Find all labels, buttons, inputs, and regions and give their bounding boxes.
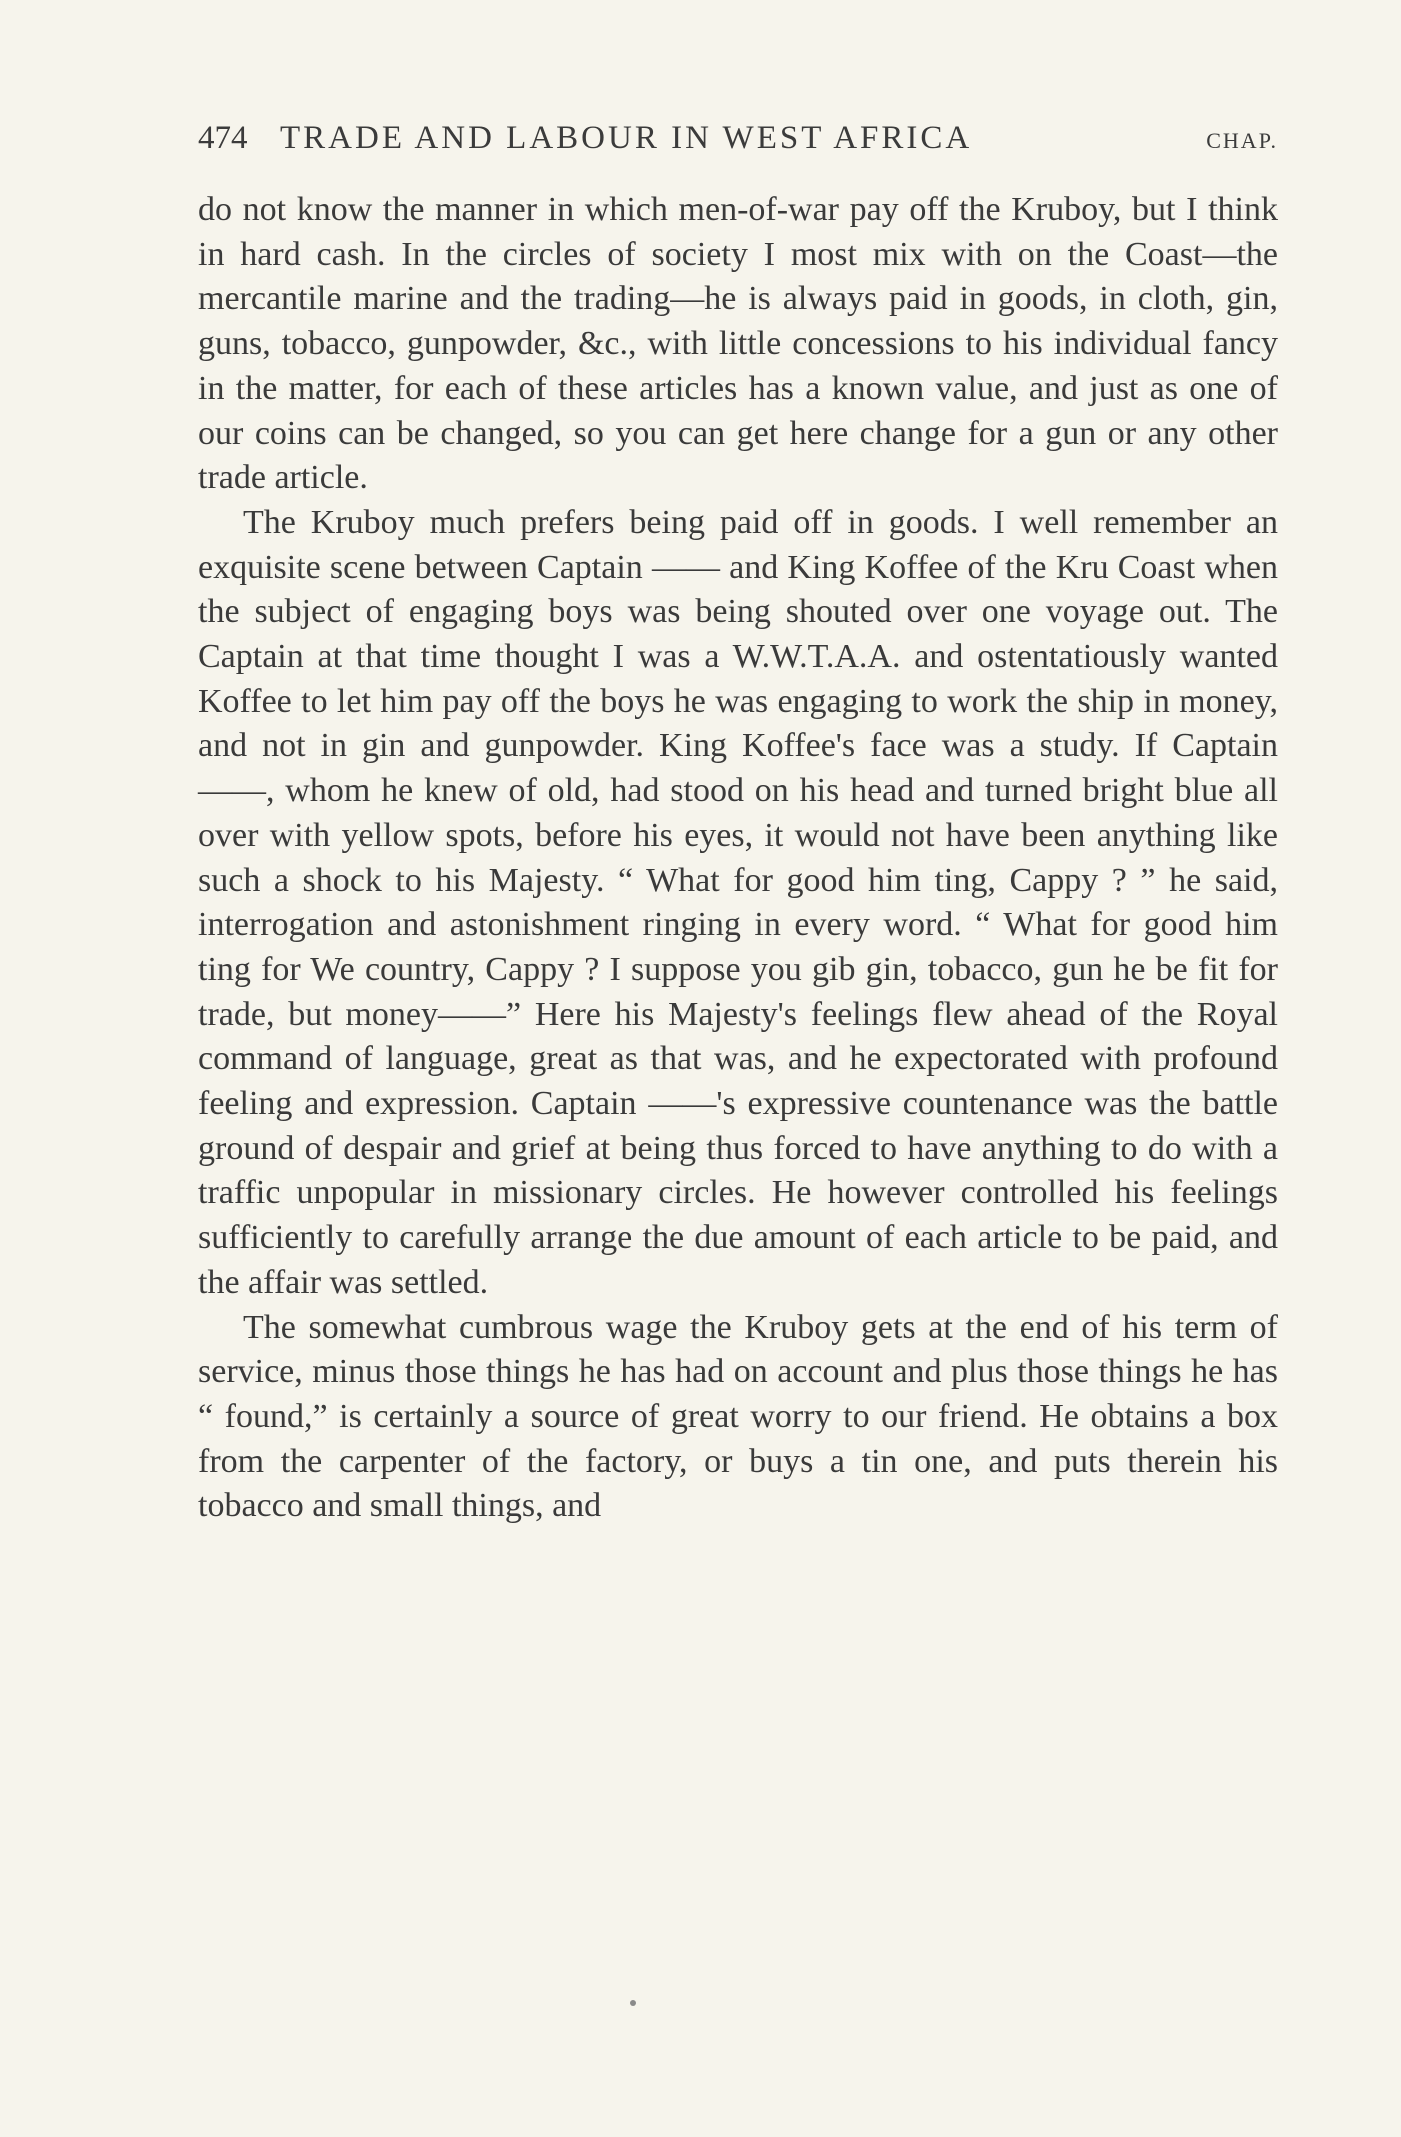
body-text: [198, 188, 1278, 1529]
running-head: [198, 120, 1278, 176]
paragraph-continued: do not know the manner in which men-of-war pay off the Kruboy, but I think in hard cash. In the circles of society I most mix with on the Coast—the mercantile marine and the trading—he is always paid in goods, in cloth, gin, guns, tobacco, gunpowder, &c., with little concessions to his individual fancy in the matter, for each of these articles has a known value, and just as one of our coins can be changed, so you can get here change for a gun or any other trade article.: [198, 191, 1278, 497]
page-mark: [630, 2000, 636, 2006]
paragraph-wage: The somewhat cumbrous wage the Kruboy gets at the end of his term of service, minus those things he has had on account and plus those things he has “ found,” is certainly a source of great worry to our friend. He obtains a box from the carpenter of the factory, or buys a tin one, and puts therein his tobacco and small things, and: [198, 1308, 1278, 1525]
running-title: TRADE AND LABOUR IN WEST AFRICA: [280, 120, 973, 156]
book-page: [198, 120, 1278, 1529]
paragraph-king-koffee: The Kruboy much prefers being paid off in goods. I well remember an exquisite scene between Captain —— and King Koffee of the Kru Coast when the subject of engaging boys was being shouted over one voyage out. The Captain at that time thought I was a W.W.T.A.A. and ostentatiously wanted Koffee to let him pay off the boys he was engaging to work the ship in money, and not in gin and gunpowder. King Koffee's face was a study. If Captain ——, whom he knew of old, had stood on his head and turned bright blue all over with yellow spots, before his eyes, it would not have been anything like such a shock to his Majesty. “ What for good him ting, Cappy ? ” he said, interrogation and astonishment ringing in every word. “ What for good him ting for We country, Cappy ? I suppose you gib gin, tobacco, gun he be fit for trade, but money——” Here his Majesty's feelings flew ahead of the Royal command of language, great as that was, and he expectorated with profound feeling and expression. Captain ——'s expressive countenance was the battle ground of despair and grief at being thus forced to have anything to do with a traffic unpopular in missionary circles. He however controlled his feelings sufficiently to carefully arrange the due amount of each article to be paid, and the affair was settled.: [198, 503, 1278, 1301]
page-number: 474: [198, 120, 248, 156]
chapter-abbreviation: CHAP.: [1206, 128, 1278, 153]
